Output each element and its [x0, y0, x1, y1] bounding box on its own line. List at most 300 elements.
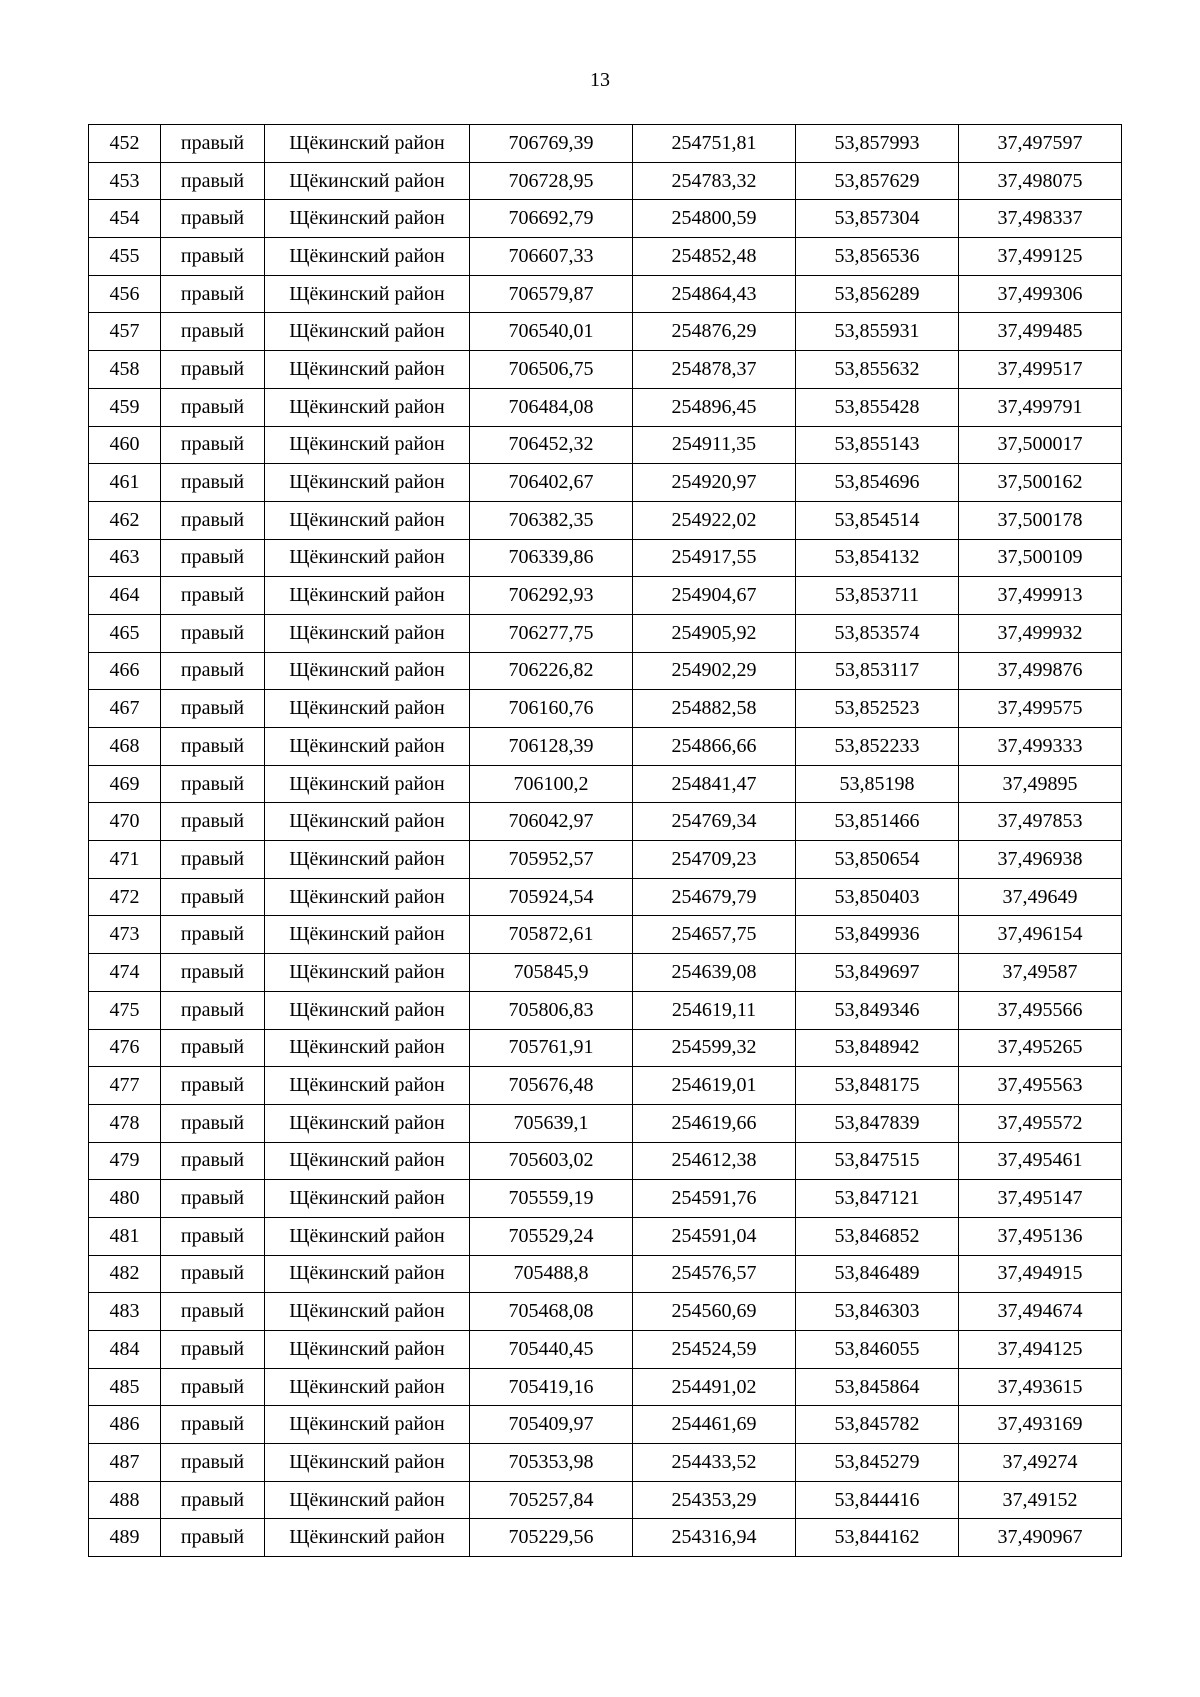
latitude-cell: 53,854514: [796, 501, 959, 539]
district-cell: Щёкинский район: [265, 991, 470, 1029]
latitude-cell: 53,854132: [796, 539, 959, 577]
table-row: [89, 841, 1122, 879]
x-coord-cell: 706728,95: [470, 162, 633, 200]
point-number-cell: 459: [89, 388, 161, 426]
bank-cell: правый: [161, 275, 265, 313]
y-coord-cell: 254599,32: [633, 1029, 796, 1067]
bank-cell: правый: [161, 991, 265, 1029]
coordinates-table: [88, 124, 1122, 1557]
x-coord-cell: 706402,67: [470, 464, 633, 502]
district-cell: Щёкинский район: [265, 577, 470, 615]
x-coord-cell: 706100,2: [470, 765, 633, 803]
y-coord-cell: 254591,76: [633, 1180, 796, 1218]
table-row: [89, 464, 1122, 502]
latitude-cell: 53,854696: [796, 464, 959, 502]
bank-cell: правый: [161, 501, 265, 539]
longitude-cell: 37,495461: [959, 1142, 1122, 1180]
latitude-cell: 53,846055: [796, 1331, 959, 1369]
latitude-cell: 53,846489: [796, 1255, 959, 1293]
longitude-cell: 37,499913: [959, 577, 1122, 615]
latitude-cell: 53,844162: [796, 1519, 959, 1557]
district-cell: Щёкинский район: [265, 614, 470, 652]
table-body: [89, 125, 1122, 1557]
latitude-cell: 53,845279: [796, 1444, 959, 1482]
latitude-cell: 53,855143: [796, 426, 959, 464]
table-row: [89, 991, 1122, 1029]
district-cell: Щёкинский район: [265, 501, 470, 539]
district-cell: Щёкинский район: [265, 388, 470, 426]
bank-cell: правый: [161, 652, 265, 690]
table-row: [89, 577, 1122, 615]
x-coord-cell: 705419,16: [470, 1368, 633, 1406]
bank-cell: правый: [161, 1444, 265, 1482]
y-coord-cell: 254800,59: [633, 200, 796, 238]
district-cell: Щёкинский район: [265, 1180, 470, 1218]
bank-cell: правый: [161, 238, 265, 276]
y-coord-cell: 254491,02: [633, 1368, 796, 1406]
district-cell: Щёкинский район: [265, 200, 470, 238]
y-coord-cell: 254619,66: [633, 1104, 796, 1142]
bank-cell: правый: [161, 464, 265, 502]
district-cell: Щёкинский район: [265, 1142, 470, 1180]
x-coord-cell: 706607,33: [470, 238, 633, 276]
longitude-cell: 37,495566: [959, 991, 1122, 1029]
district-cell: Щёкинский район: [265, 1255, 470, 1293]
latitude-cell: 53,85198: [796, 765, 959, 803]
point-number-cell: 488: [89, 1481, 161, 1519]
y-coord-cell: 254852,48: [633, 238, 796, 276]
bank-cell: правый: [161, 728, 265, 766]
bank-cell: правый: [161, 351, 265, 389]
latitude-cell: 53,857993: [796, 125, 959, 163]
table-row: [89, 954, 1122, 992]
bank-cell: правый: [161, 125, 265, 163]
latitude-cell: 53,855931: [796, 313, 959, 351]
table-row: [89, 388, 1122, 426]
point-number-cell: 462: [89, 501, 161, 539]
x-coord-cell: 706226,82: [470, 652, 633, 690]
point-number-cell: 486: [89, 1406, 161, 1444]
longitude-cell: 37,500162: [959, 464, 1122, 502]
table-row: [89, 539, 1122, 577]
point-number-cell: 480: [89, 1180, 161, 1218]
point-number-cell: 474: [89, 954, 161, 992]
longitude-cell: 37,499333: [959, 728, 1122, 766]
y-coord-cell: 254619,11: [633, 991, 796, 1029]
x-coord-cell: 706452,32: [470, 426, 633, 464]
district-cell: Щёкинский район: [265, 1519, 470, 1557]
point-number-cell: 463: [89, 539, 161, 577]
district-cell: Щёкинский район: [265, 1406, 470, 1444]
bank-cell: правый: [161, 1217, 265, 1255]
y-coord-cell: 254905,92: [633, 614, 796, 652]
longitude-cell: 37,499306: [959, 275, 1122, 313]
table-row: [89, 1368, 1122, 1406]
y-coord-cell: 254876,29: [633, 313, 796, 351]
latitude-cell: 53,852523: [796, 690, 959, 728]
x-coord-cell: 705440,45: [470, 1331, 633, 1369]
table-row: [89, 1481, 1122, 1519]
longitude-cell: 37,500178: [959, 501, 1122, 539]
point-number-cell: 478: [89, 1104, 161, 1142]
x-coord-cell: 705488,8: [470, 1255, 633, 1293]
longitude-cell: 37,493615: [959, 1368, 1122, 1406]
y-coord-cell: 254433,52: [633, 1444, 796, 1482]
bank-cell: правый: [161, 162, 265, 200]
longitude-cell: 37,500017: [959, 426, 1122, 464]
y-coord-cell: 254353,29: [633, 1481, 796, 1519]
y-coord-cell: 254576,57: [633, 1255, 796, 1293]
longitude-cell: 37,499125: [959, 238, 1122, 276]
point-number-cell: 464: [89, 577, 161, 615]
longitude-cell: 37,494674: [959, 1293, 1122, 1331]
latitude-cell: 53,849346: [796, 991, 959, 1029]
y-coord-cell: 254920,97: [633, 464, 796, 502]
district-cell: Щёкинский район: [265, 1368, 470, 1406]
longitude-cell: 37,499791: [959, 388, 1122, 426]
district-cell: Щёкинский район: [265, 1481, 470, 1519]
point-number-cell: 481: [89, 1217, 161, 1255]
table-row: [89, 1029, 1122, 1067]
district-cell: Щёкинский район: [265, 1293, 470, 1331]
bank-cell: правый: [161, 200, 265, 238]
x-coord-cell: 705845,9: [470, 954, 633, 992]
bank-cell: правый: [161, 954, 265, 992]
table-row: [89, 125, 1122, 163]
district-cell: Щёкинский район: [265, 275, 470, 313]
longitude-cell: 37,490967: [959, 1519, 1122, 1557]
x-coord-cell: 706484,08: [470, 388, 633, 426]
table-row: [89, 351, 1122, 389]
point-number-cell: 467: [89, 690, 161, 728]
longitude-cell: 37,499932: [959, 614, 1122, 652]
table-row: [89, 313, 1122, 351]
point-number-cell: 482: [89, 1255, 161, 1293]
bank-cell: правый: [161, 614, 265, 652]
x-coord-cell: 705353,98: [470, 1444, 633, 1482]
x-coord-cell: 705924,54: [470, 878, 633, 916]
y-coord-cell: 254896,45: [633, 388, 796, 426]
table-row: [89, 878, 1122, 916]
x-coord-cell: 705872,61: [470, 916, 633, 954]
x-coord-cell: 706042,97: [470, 803, 633, 841]
point-number-cell: 461: [89, 464, 161, 502]
x-coord-cell: 705761,91: [470, 1029, 633, 1067]
x-coord-cell: 706339,86: [470, 539, 633, 577]
bank-cell: правый: [161, 1406, 265, 1444]
y-coord-cell: 254591,04: [633, 1217, 796, 1255]
y-coord-cell: 254878,37: [633, 351, 796, 389]
point-number-cell: 476: [89, 1029, 161, 1067]
x-coord-cell: 705676,48: [470, 1067, 633, 1105]
point-number-cell: 484: [89, 1331, 161, 1369]
longitude-cell: 37,496154: [959, 916, 1122, 954]
latitude-cell: 53,846852: [796, 1217, 959, 1255]
longitude-cell: 37,499485: [959, 313, 1122, 351]
y-coord-cell: 254904,67: [633, 577, 796, 615]
table-row: [89, 652, 1122, 690]
district-cell: Щёкинский район: [265, 1331, 470, 1369]
x-coord-cell: 705559,19: [470, 1180, 633, 1218]
point-number-cell: 475: [89, 991, 161, 1029]
longitude-cell: 37,499517: [959, 351, 1122, 389]
bank-cell: правый: [161, 1255, 265, 1293]
table-row: [89, 426, 1122, 464]
table-row: [89, 728, 1122, 766]
y-coord-cell: 254619,01: [633, 1067, 796, 1105]
longitude-cell: 37,498337: [959, 200, 1122, 238]
table-row: [89, 1142, 1122, 1180]
district-cell: Щёкинский район: [265, 464, 470, 502]
table-row: [89, 614, 1122, 652]
point-number-cell: 470: [89, 803, 161, 841]
point-number-cell: 458: [89, 351, 161, 389]
district-cell: Щёкинский район: [265, 1067, 470, 1105]
latitude-cell: 53,851466: [796, 803, 959, 841]
table-row: [89, 162, 1122, 200]
y-coord-cell: 254524,59: [633, 1331, 796, 1369]
y-coord-cell: 254657,75: [633, 916, 796, 954]
district-cell: Щёкинский район: [265, 728, 470, 766]
point-number-cell: 469: [89, 765, 161, 803]
latitude-cell: 53,853711: [796, 577, 959, 615]
point-number-cell: 485: [89, 1368, 161, 1406]
point-number-cell: 457: [89, 313, 161, 351]
latitude-cell: 53,847515: [796, 1142, 959, 1180]
y-coord-cell: 254902,29: [633, 652, 796, 690]
bank-cell: правый: [161, 916, 265, 954]
table-row: [89, 690, 1122, 728]
district-cell: Щёкинский район: [265, 841, 470, 879]
longitude-cell: 37,497853: [959, 803, 1122, 841]
latitude-cell: 53,856536: [796, 238, 959, 276]
table-row: [89, 1255, 1122, 1293]
x-coord-cell: 705257,84: [470, 1481, 633, 1519]
longitude-cell: 37,495147: [959, 1180, 1122, 1218]
x-coord-cell: 705229,56: [470, 1519, 633, 1557]
y-coord-cell: 254864,43: [633, 275, 796, 313]
table-row: [89, 1519, 1122, 1557]
longitude-cell: 37,499876: [959, 652, 1122, 690]
district-cell: Щёкинский район: [265, 351, 470, 389]
bank-cell: правый: [161, 1180, 265, 1218]
y-coord-cell: 254783,32: [633, 162, 796, 200]
bank-cell: правый: [161, 313, 265, 351]
bank-cell: правый: [161, 841, 265, 879]
page-number: 13: [590, 69, 610, 91]
bank-cell: правый: [161, 1104, 265, 1142]
y-coord-cell: 254769,34: [633, 803, 796, 841]
latitude-cell: 53,855428: [796, 388, 959, 426]
table-row: [89, 1444, 1122, 1482]
longitude-cell: 37,498075: [959, 162, 1122, 200]
x-coord-cell: 706692,79: [470, 200, 633, 238]
bank-cell: правый: [161, 1293, 265, 1331]
point-number-cell: 452: [89, 125, 161, 163]
latitude-cell: 53,844416: [796, 1481, 959, 1519]
x-coord-cell: 706540,01: [470, 313, 633, 351]
latitude-cell: 53,855632: [796, 351, 959, 389]
bank-cell: правый: [161, 1481, 265, 1519]
table-row: [89, 765, 1122, 803]
latitude-cell: 53,848175: [796, 1067, 959, 1105]
district-cell: Щёкинский район: [265, 916, 470, 954]
latitude-cell: 53,849697: [796, 954, 959, 992]
x-coord-cell: 705529,24: [470, 1217, 633, 1255]
bank-cell: правый: [161, 388, 265, 426]
longitude-cell: 37,49152: [959, 1481, 1122, 1519]
x-coord-cell: 706382,35: [470, 501, 633, 539]
point-number-cell: 456: [89, 275, 161, 313]
district-cell: Щёкинский район: [265, 954, 470, 992]
district-cell: Щёкинский район: [265, 1217, 470, 1255]
bank-cell: правый: [161, 765, 265, 803]
table-row: [89, 1217, 1122, 1255]
table-row: [89, 1104, 1122, 1142]
longitude-cell: 37,500109: [959, 539, 1122, 577]
district-cell: Щёкинский район: [265, 1444, 470, 1482]
point-number-cell: 465: [89, 614, 161, 652]
y-coord-cell: 254922,02: [633, 501, 796, 539]
y-coord-cell: 254316,94: [633, 1519, 796, 1557]
y-coord-cell: 254679,79: [633, 878, 796, 916]
table-row: [89, 200, 1122, 238]
bank-cell: правый: [161, 690, 265, 728]
y-coord-cell: 254639,08: [633, 954, 796, 992]
table-row: [89, 1067, 1122, 1105]
y-coord-cell: 254911,35: [633, 426, 796, 464]
bank-cell: правый: [161, 577, 265, 615]
district-cell: Щёкинский район: [265, 878, 470, 916]
bank-cell: правый: [161, 1368, 265, 1406]
latitude-cell: 53,845782: [796, 1406, 959, 1444]
longitude-cell: 37,49649: [959, 878, 1122, 916]
point-number-cell: 468: [89, 728, 161, 766]
x-coord-cell: 705806,83: [470, 991, 633, 1029]
y-coord-cell: 254751,81: [633, 125, 796, 163]
longitude-cell: 37,496938: [959, 841, 1122, 879]
bank-cell: правый: [161, 878, 265, 916]
latitude-cell: 53,857629: [796, 162, 959, 200]
longitude-cell: 37,495572: [959, 1104, 1122, 1142]
district-cell: Щёкинский район: [265, 690, 470, 728]
table-row: [89, 501, 1122, 539]
table-row: [89, 916, 1122, 954]
longitude-cell: 37,49587: [959, 954, 1122, 992]
district-cell: Щёкинский район: [265, 1104, 470, 1142]
table-row: [89, 1293, 1122, 1331]
latitude-cell: 53,856289: [796, 275, 959, 313]
table-row: [89, 238, 1122, 276]
point-number-cell: 479: [89, 1142, 161, 1180]
latitude-cell: 53,849936: [796, 916, 959, 954]
point-number-cell: 473: [89, 916, 161, 954]
latitude-cell: 53,853117: [796, 652, 959, 690]
latitude-cell: 53,853574: [796, 614, 959, 652]
latitude-cell: 53,846303: [796, 1293, 959, 1331]
point-number-cell: 483: [89, 1293, 161, 1331]
bank-cell: правый: [161, 1519, 265, 1557]
point-number-cell: 477: [89, 1067, 161, 1105]
district-cell: Щёкинский район: [265, 313, 470, 351]
x-coord-cell: 706579,87: [470, 275, 633, 313]
district-cell: Щёкинский район: [265, 652, 470, 690]
longitude-cell: 37,494125: [959, 1331, 1122, 1369]
x-coord-cell: 706160,76: [470, 690, 633, 728]
x-coord-cell: 705639,1: [470, 1104, 633, 1142]
latitude-cell: 53,850403: [796, 878, 959, 916]
district-cell: Щёкинский район: [265, 238, 470, 276]
district-cell: Щёкинский район: [265, 765, 470, 803]
latitude-cell: 53,847121: [796, 1180, 959, 1218]
longitude-cell: 37,493169: [959, 1406, 1122, 1444]
y-coord-cell: 254461,69: [633, 1406, 796, 1444]
table-row: [89, 1406, 1122, 1444]
district-cell: Щёкинский район: [265, 803, 470, 841]
table-row: [89, 1180, 1122, 1218]
latitude-cell: 53,848942: [796, 1029, 959, 1067]
y-coord-cell: 254882,58: [633, 690, 796, 728]
bank-cell: правый: [161, 1331, 265, 1369]
point-number-cell: 453: [89, 162, 161, 200]
y-coord-cell: 254709,23: [633, 841, 796, 879]
x-coord-cell: 705409,97: [470, 1406, 633, 1444]
district-cell: Щёкинский район: [265, 125, 470, 163]
table-row: [89, 275, 1122, 313]
x-coord-cell: 706506,75: [470, 351, 633, 389]
x-coord-cell: 705603,02: [470, 1142, 633, 1180]
point-number-cell: 471: [89, 841, 161, 879]
y-coord-cell: 254612,38: [633, 1142, 796, 1180]
district-cell: Щёкинский район: [265, 539, 470, 577]
bank-cell: правый: [161, 1067, 265, 1105]
y-coord-cell: 254917,55: [633, 539, 796, 577]
table-row: [89, 803, 1122, 841]
latitude-cell: 53,847839: [796, 1104, 959, 1142]
longitude-cell: 37,494915: [959, 1255, 1122, 1293]
longitude-cell: 37,49274: [959, 1444, 1122, 1482]
point-number-cell: 472: [89, 878, 161, 916]
longitude-cell: 37,49895: [959, 765, 1122, 803]
point-number-cell: 487: [89, 1444, 161, 1482]
bank-cell: правый: [161, 539, 265, 577]
y-coord-cell: 254866,66: [633, 728, 796, 766]
latitude-cell: 53,852233: [796, 728, 959, 766]
longitude-cell: 37,495136: [959, 1217, 1122, 1255]
x-coord-cell: 705952,57: [470, 841, 633, 879]
table-row: [89, 1331, 1122, 1369]
bank-cell: правый: [161, 1142, 265, 1180]
point-number-cell: 455: [89, 238, 161, 276]
longitude-cell: 37,495563: [959, 1067, 1122, 1105]
x-coord-cell: 706292,93: [470, 577, 633, 615]
latitude-cell: 53,845864: [796, 1368, 959, 1406]
bank-cell: правый: [161, 1029, 265, 1067]
latitude-cell: 53,850654: [796, 841, 959, 879]
district-cell: Щёкинский район: [265, 162, 470, 200]
bank-cell: правый: [161, 803, 265, 841]
x-coord-cell: 706128,39: [470, 728, 633, 766]
point-number-cell: 454: [89, 200, 161, 238]
district-cell: Щёкинский район: [265, 1029, 470, 1067]
point-number-cell: 466: [89, 652, 161, 690]
y-coord-cell: 254841,47: [633, 765, 796, 803]
y-coord-cell: 254560,69: [633, 1293, 796, 1331]
district-cell: Щёкинский район: [265, 426, 470, 464]
bank-cell: правый: [161, 426, 265, 464]
x-coord-cell: 706277,75: [470, 614, 633, 652]
x-coord-cell: 705468,08: [470, 1293, 633, 1331]
